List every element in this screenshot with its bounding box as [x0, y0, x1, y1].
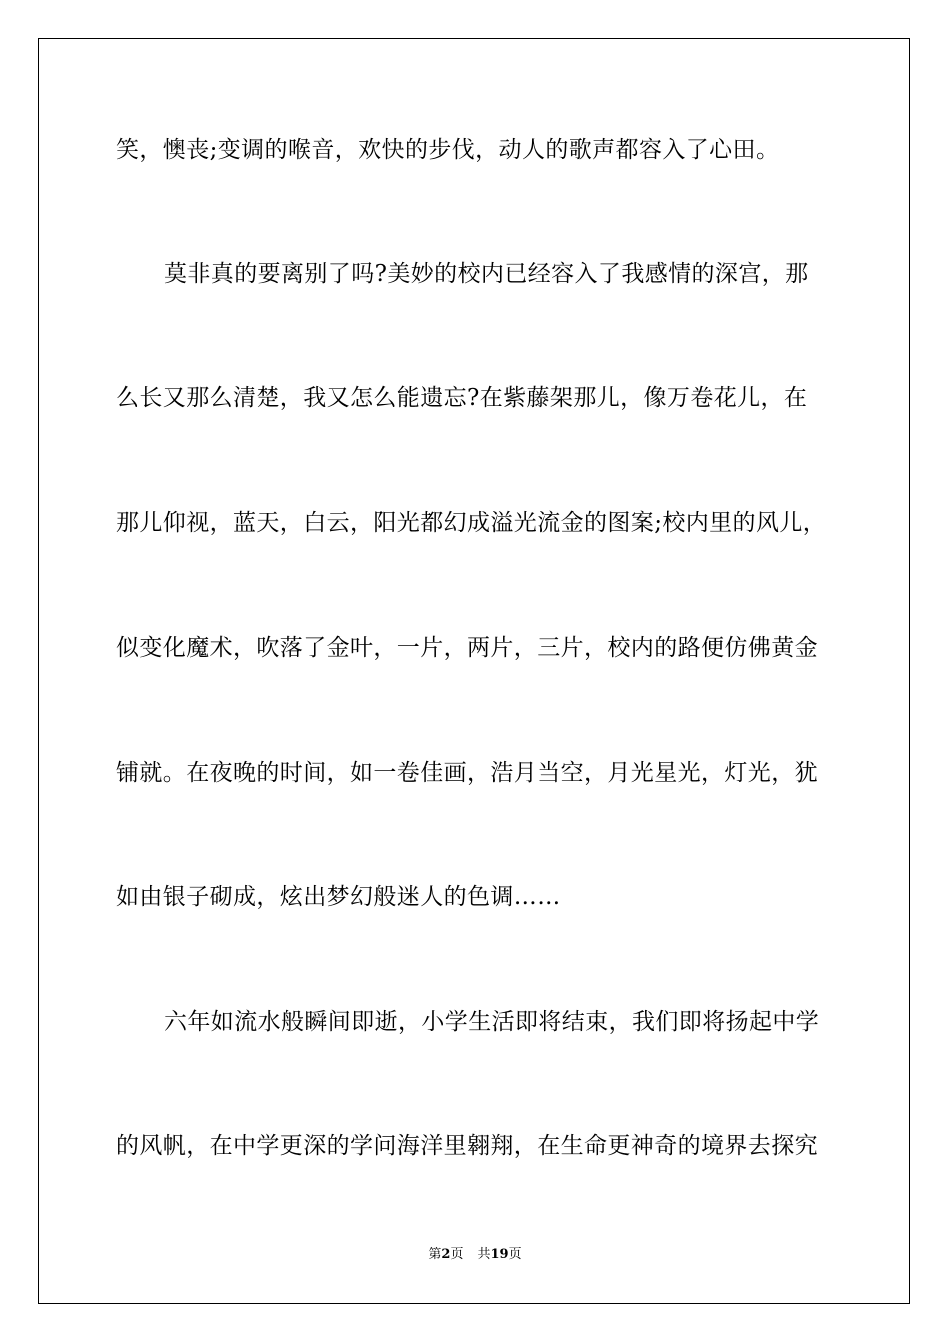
- text-line-8: 六年如流水般瞬间即逝，小学生活即将结束，我们即将扬起中学: [164, 1009, 820, 1035]
- total-prefix: 共: [477, 1247, 491, 1262]
- text-line-6: 铺就。在夜晚的时间，如一卷佳画，浩月当空，月光星光，灯光，犹: [116, 760, 818, 786]
- text-line-5: 似变化魔术，吹落了金叶，一片，两片，三片，校内的路便仿佛黄金: [116, 635, 818, 661]
- text-line-1: 笑，懊丧;变调的喉音，欢快的步伐，动人的歌声都容入了心田。: [116, 137, 780, 163]
- page-footer: [0, 1246, 950, 1264]
- text-line-4: 那儿仰视，蓝天，白云，阳光都幻成溢光流金的图案;校内里的风儿，: [116, 510, 827, 536]
- text-line-7: 如由银子砌成，炫出梦幻般迷人的色调……: [116, 884, 561, 910]
- page-suffix: 页: [450, 1247, 464, 1262]
- total-pages-number: 19: [490, 1247, 509, 1262]
- page-current-number: 2: [441, 1247, 451, 1262]
- page-prefix: 第: [428, 1247, 442, 1262]
- text-line-2: 莫非真的要离别了吗?美妙的校内已经容入了我感情的深宫，那: [164, 261, 809, 287]
- text-line-9: 的风帆，在中学更深的学问海洋里翱翔，在生命更神奇的境界去探究: [116, 1133, 818, 1159]
- total-suffix: 页: [508, 1247, 522, 1262]
- page-border: [38, 38, 910, 1304]
- text-line-3: 么长又那么清楚，我又怎么能遗忘?在紫藤架那儿，像万卷花儿，在: [116, 385, 808, 411]
